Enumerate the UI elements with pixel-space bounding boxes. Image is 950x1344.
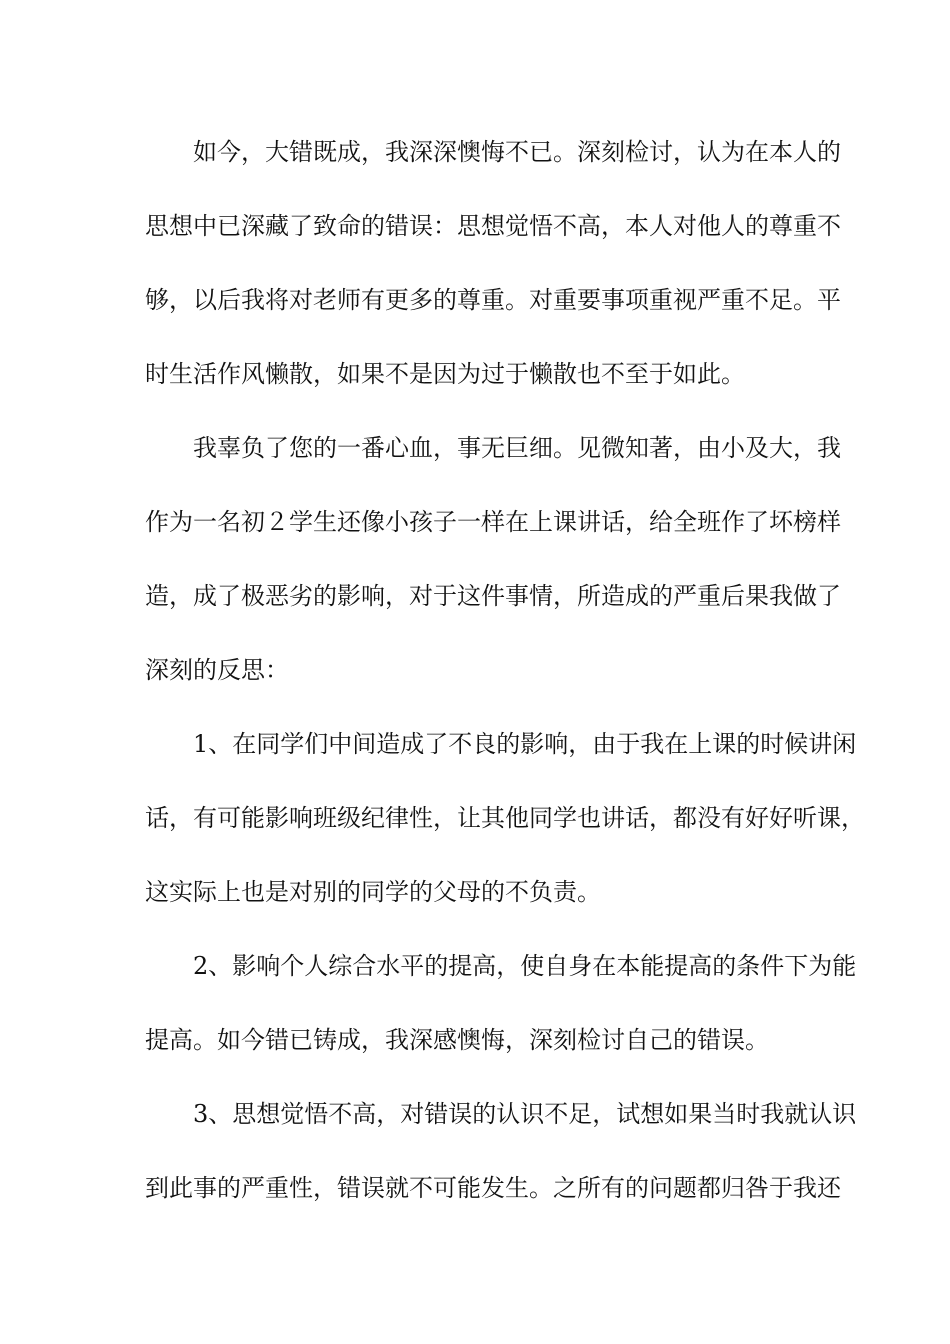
paragraph-1-line-3: 够，以后我将对老师有更多的尊重。对重要事项重视严重不足。平 — [145, 286, 841, 314]
paragraph-1-line-4: 时生活作风懒散，如果不是因为过于懒散也不至于如此。 — [145, 360, 745, 388]
paragraph-1-line-1: 如今，大错既成，我深深懊悔不已。深刻检讨，认为在本人的 — [193, 138, 841, 166]
paragraph-2-line-4: 深刻的反思： — [145, 656, 289, 684]
paragraph-2-line-3: 造，成了极恶劣的影响，对于这件事情，所造成的严重后果我做了 — [145, 582, 841, 610]
item-2-line-2: 提高。如今错已铸成，我深感懊悔，深刻检讨自己的错误。 — [145, 1026, 769, 1054]
item-1-line-2: 话，有可能影响班级纪律性，让其他同学也讲话，都没有好好听课， — [145, 804, 865, 832]
paragraph-2-line-2: 作为一名初２学生还像小孩子一样在上课讲话，给全班作了坏榜样 — [145, 508, 841, 536]
paragraph-2-line-1: 我辜负了您的一番心血，事无巨细。见微知著，由小及大，我 — [193, 434, 841, 462]
item-3-line-2: 到此事的严重性，错误就不可能发生。之所有的问题都归咎于我还 — [145, 1174, 841, 1202]
item-2-line-1: 2、影响个人综合水平的提高，使自身在本能提高的条件下为能 — [193, 952, 857, 980]
item-1-line-3: 这实际上也是对别的同学的父母的不负责。 — [145, 878, 601, 906]
item-3-line-1: 3、思想觉悟不高，对错误的认识不足，试想如果当时我就认识 — [193, 1100, 857, 1128]
item-1-line-1: 1、在同学们中间造成了不良的影响，由于我在上课的时候讲闲 — [193, 730, 857, 758]
paragraph-1-line-2: 思想中已深藏了致命的错误：思想觉悟不高，本人对他人的尊重不 — [145, 212, 841, 240]
